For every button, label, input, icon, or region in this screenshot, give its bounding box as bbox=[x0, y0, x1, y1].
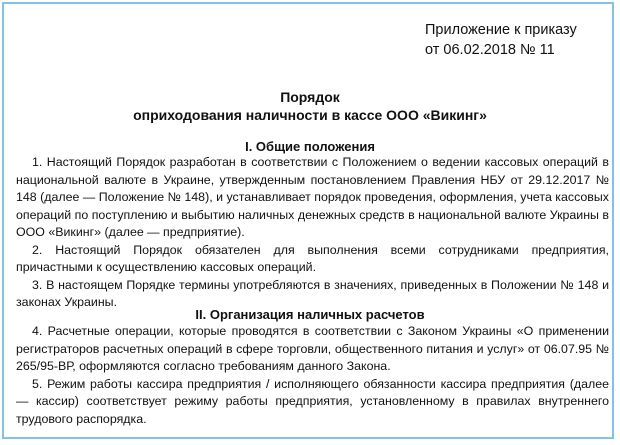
paragraph-1: 1. Настоящий Порядок разработан в соответствии с Положением о ведении кассовых операций в национальной валюте в Украине, утвержденным постановлением Правления НБУ от 29.12.2017 № 148 (далее — Положение № 148), и устанавливает порядок проведения, оформления, учета кассовых операций по поступлению и выбытию наличных денежных средств в национальной валюте Украины в ООО «Викинг» (далее — предприятие). bbox=[16, 155, 609, 239]
document-title: Порядок bbox=[280, 89, 340, 105]
paragraph-5: 5. Режим работы кассира предприятия / исполняющего обязанности кассира предприятия (далее — кассир) соответствует режиму работы предприятия, установленному в правилах внутреннего трудового распорядка. bbox=[16, 376, 609, 426]
appendix-note bbox=[425, 20, 577, 60]
paragraph-3: 3. В настоящем Порядке термины употребляются в значениях, приведенных в Положении № 148 и законах Украины. bbox=[16, 277, 609, 309]
section-body-cash-settlements bbox=[16, 323, 609, 428]
document-subtitle: оприходования наличности в кассе ООО «Викинг» bbox=[133, 107, 487, 123]
appendix-line-2: от 06.02.2018 № 11 bbox=[425, 42, 555, 58]
section-body-general bbox=[16, 154, 609, 312]
appendix-line-1: Приложение к приказу bbox=[425, 22, 577, 38]
document-frame bbox=[2, 2, 614, 439]
paragraph-4: 4. Расчетные операции, которые проводятся в соответствии с Законом Украины «О применении регистраторов расчетных операций в сфере торговли, общественного питания и услуг» от 06.07.95 № 265/95-ВР, оформляются согласно требованиям данного Закона. bbox=[16, 324, 609, 373]
paragraph-2: 2. Настоящий Порядок обязателен для выполнения всеми сотрудниками предприятия, причастными к осуществлению кассовых операций. bbox=[16, 242, 609, 274]
section-heading-general: I. Общие положения bbox=[245, 139, 375, 154]
section-heading-cash-settlements: II. Организация наличных расчетов bbox=[195, 307, 425, 322]
